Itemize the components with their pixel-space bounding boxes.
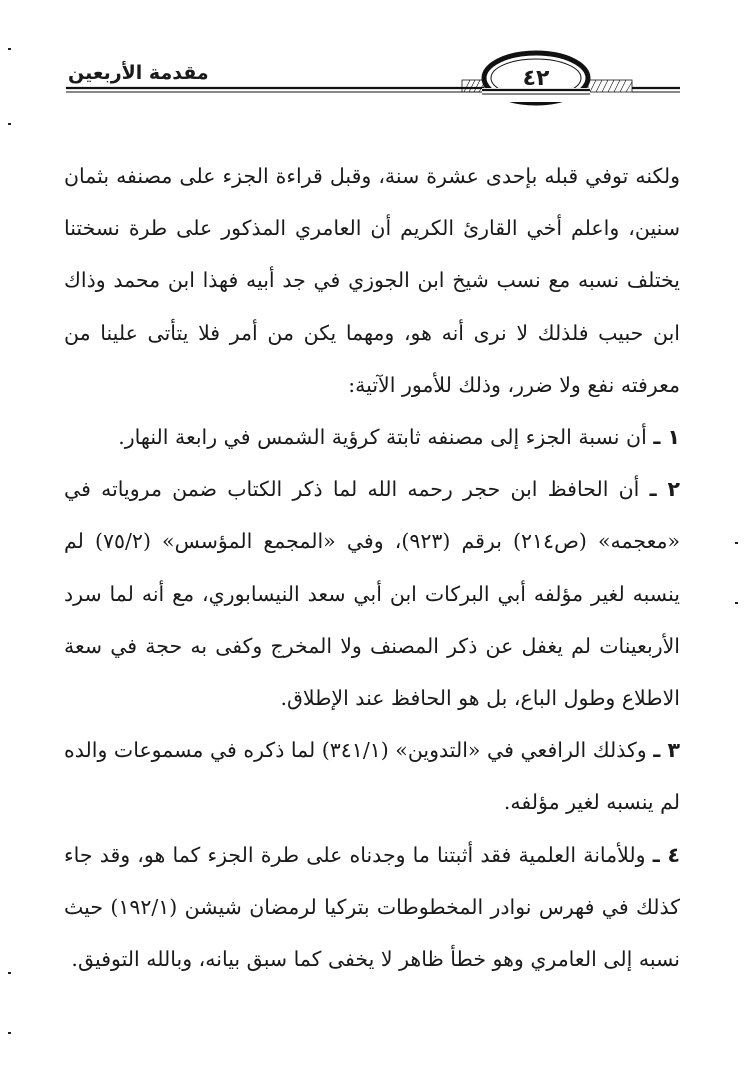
paragraph-text: وللأمانة العلمية فقد أثبتنا ما وجدناه على طرة الجزء كما هو، وقد جاء كذلك في فهرس نوادر المخطوطات بتركيا لرمضان شيشن (١٩٢/١) حيث نسبه إلى العامري وهو خطأ ظاهر لا يخفى كما سبق بيانه، وبالله التوفيق. [64, 842, 680, 972]
running-header [0, 40, 746, 110]
list-item-1 [64, 411, 680, 463]
header-title: مقدمة الأربعين [68, 62, 209, 84]
item-number: ٤ ـ [652, 842, 680, 867]
scan-mark [8, 972, 11, 974]
page-body [64, 150, 680, 985]
paragraph-text: وكذلك الرافعي في «التدوين» (٣٤١/١) لما ذكره في مسموعات والده لم ينسبه لغير مؤلفه. [64, 738, 680, 815]
list-item-2 [64, 463, 680, 724]
paragraph-intro [64, 150, 680, 411]
scan-mark [8, 123, 11, 125]
list-item-4 [64, 829, 680, 986]
scan-mark [735, 602, 738, 604]
item-number: ٣ ـ [653, 738, 680, 763]
item-number: ٢ ـ [649, 477, 680, 502]
paragraph-text: أن الحافظ ابن حجر رحمه الله لما ذكر الكتاب ضمن مروياته في «معجمه» (ص٢١٤) برقم (٩٢٣)، وفي «المجمع المؤسس» (٧٥/٢) لم ينسبه لغير مؤلفه أبي البركات ابن أبي سعد النيسابوري، مع أنه لما سرد الأربعينات لم يغفل عن ذكر المصنف ولا المخرج وكفى به حجة في سعة الاطلاع وطول الباع، بل هو الحافظ عند الإطلاق. [64, 477, 680, 711]
list-item-3 [64, 724, 680, 828]
page-number: ٤٢ [522, 66, 550, 91]
paragraph-text: ولكنه توفي قبله بإحدى عشرة سنة، وقبل قراءة الجزء على مصنفه بثمان سنين، واعلم أخي القارئ الكريم أن العامري المذكور على طرة نسختنا يختلف نسبه مع نسب شيخ ابن الجوزي في جد أبيه فهذا ابن محمد وذاك ابن حبيب فلذلك لا نرى أنه هو، ومهما يكن من أمر فلا يتأتى علينا من معرفته نفع ولا ضرر، وذلك للأمور الآتية: [64, 164, 680, 397]
scan-mark [735, 542, 738, 544]
item-number: ١ ـ [653, 425, 680, 450]
paragraph-text: أن نسبة الجزء إلى مصنفه ثابتة كرؤية الشمس في رابعة النهار. [118, 425, 647, 450]
scan-mark [8, 1032, 11, 1034]
